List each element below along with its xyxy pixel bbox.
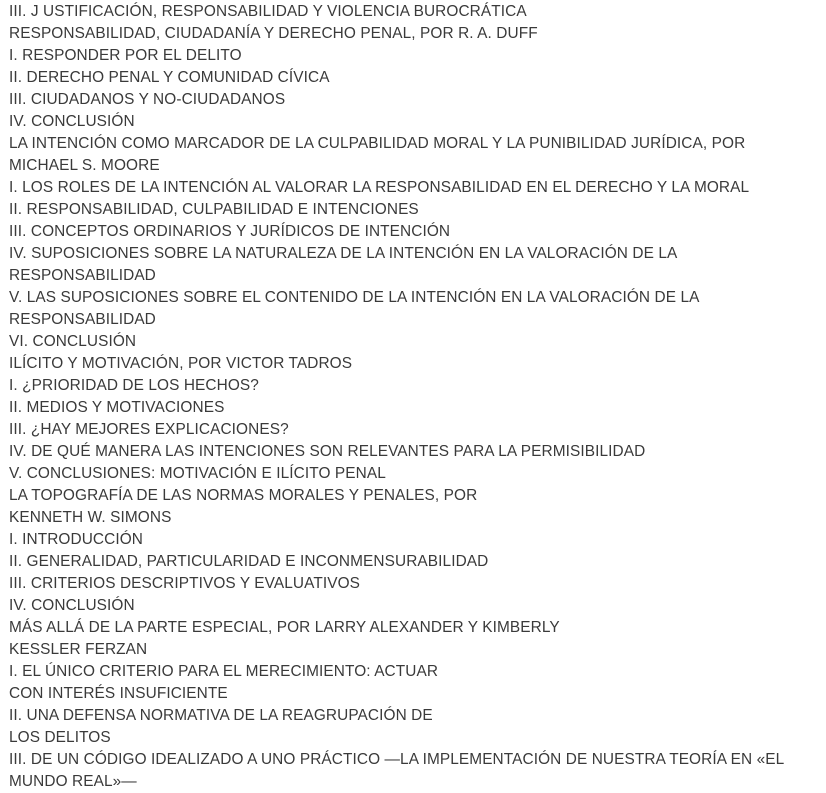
toc-line: III. CONCEPTOS ORDINARIOS Y JURÍDICOS DE INTENCIÓN — [9, 223, 451, 240]
toc-line: I. LOS ROLES DE LA INTENCIÓN AL VALORAR LA RESPONSABILIDAD EN EL DERECHO Y LA MORAL — [9, 179, 750, 196]
toc-line: II. RESPONSABILIDAD, CULPABILIDAD E INTENCIONES — [9, 201, 419, 218]
toc-line: KENNETH W. SIMONS — [9, 509, 172, 526]
toc-line: MUNDO REAL»— — [9, 773, 137, 790]
toc-line: V. CONCLUSIONES: MOTIVACIÓN E ILÍCITO PENAL — [9, 465, 386, 482]
toc-line: LA INTENCIÓN COMO MARCADOR DE LA CULPABILIDAD MORAL Y LA PUNIBILIDAD JURÍDICA, POR — [9, 135, 746, 152]
toc-line: MÁS ALLÁ DE LA PARTE ESPECIAL, POR LARRY ALEXANDER Y KIMBERLY — [9, 619, 560, 636]
toc-line: KESSLER FERZAN — [9, 641, 148, 658]
toc-line: CON INTERÉS INSUFICIENTE — [9, 685, 228, 702]
toc-line: LOS DELITOS — [9, 729, 111, 746]
toc-line: I. INTRODUCCIÓN — [9, 531, 144, 548]
toc-line: I. EL ÚNICO CRITERIO PARA EL MERECIMIENTO: ACTUAR — [9, 663, 439, 680]
toc-line: V. LAS SUPOSICIONES SOBRE EL CONTENIDO DE LA INTENCIÓN EN LA VALORACIÓN DE LA — [9, 289, 700, 306]
toc-line: III. CRITERIOS DESCRIPTIVOS Y EVALUATIVOS — [9, 575, 361, 592]
toc-line: IV. CONCLUSIÓN — [9, 597, 135, 614]
toc-line: RESPONSABILIDAD — [9, 311, 156, 328]
toc-line: IV. DE QUÉ MANERA LAS INTENCIONES SON RELEVANTES PARA LA PERMISIBILIDAD — [9, 443, 646, 460]
toc-line: MICHAEL S. MOORE — [9, 157, 160, 174]
table-of-contents — [9, 1, 819, 793]
toc-line: I. ¿PRIORIDAD DE LOS HECHOS? — [9, 377, 259, 394]
toc-line: LA TOPOGRAFÍA DE LAS NORMAS MORALES Y PENALES, POR — [9, 487, 478, 504]
toc-line: II. GENERALIDAD, PARTICULARIDAD E INCONMENSURABILIDAD — [9, 553, 489, 570]
toc-line: RESPONSABILIDAD — [9, 267, 156, 284]
toc-line: II. DERECHO PENAL Y COMUNIDAD CÍVICA — [9, 69, 330, 86]
toc-line: ILÍCITO Y MOTIVACIÓN, POR VICTOR TADROS — [9, 355, 353, 372]
toc-line: III. DE UN CÓDIGO IDEALIZADO A UNO PRÁCTICO —LA IMPLEMENTACIÓN DE NUESTRA TEORÍA EN «EL — [9, 751, 785, 768]
toc-line: IV. CONCLUSIÓN — [9, 113, 135, 130]
toc-line: VI. CONCLUSIÓN — [9, 333, 137, 350]
toc-line: III. J USTIFICACIÓN, RESPONSABILIDAD Y VIOLENCIA BUROCRÁTICA — [9, 3, 527, 20]
toc-line: I. RESPONDER POR EL DELITO — [9, 47, 242, 64]
toc-line: II. MEDIOS Y MOTIVACIONES — [9, 399, 225, 416]
toc-line: IV. SUPOSICIONES SOBRE LA NATURALEZA DE LA INTENCIÓN EN LA VALORACIÓN DE LA — [9, 245, 678, 262]
toc-line: RESPONSABILIDAD, CIUDADANÍA Y DERECHO PENAL, POR R. A. DUFF — [9, 25, 538, 42]
toc-line: III. CIUDADANOS Y NO-CIUDADANOS — [9, 91, 286, 108]
toc-line: II. UNA DEFENSA NORMATIVA DE LA REAGRUPACIÓN DE — [9, 707, 433, 724]
toc-line: III. ¿HAY MEJORES EXPLICACIONES? — [9, 421, 289, 438]
